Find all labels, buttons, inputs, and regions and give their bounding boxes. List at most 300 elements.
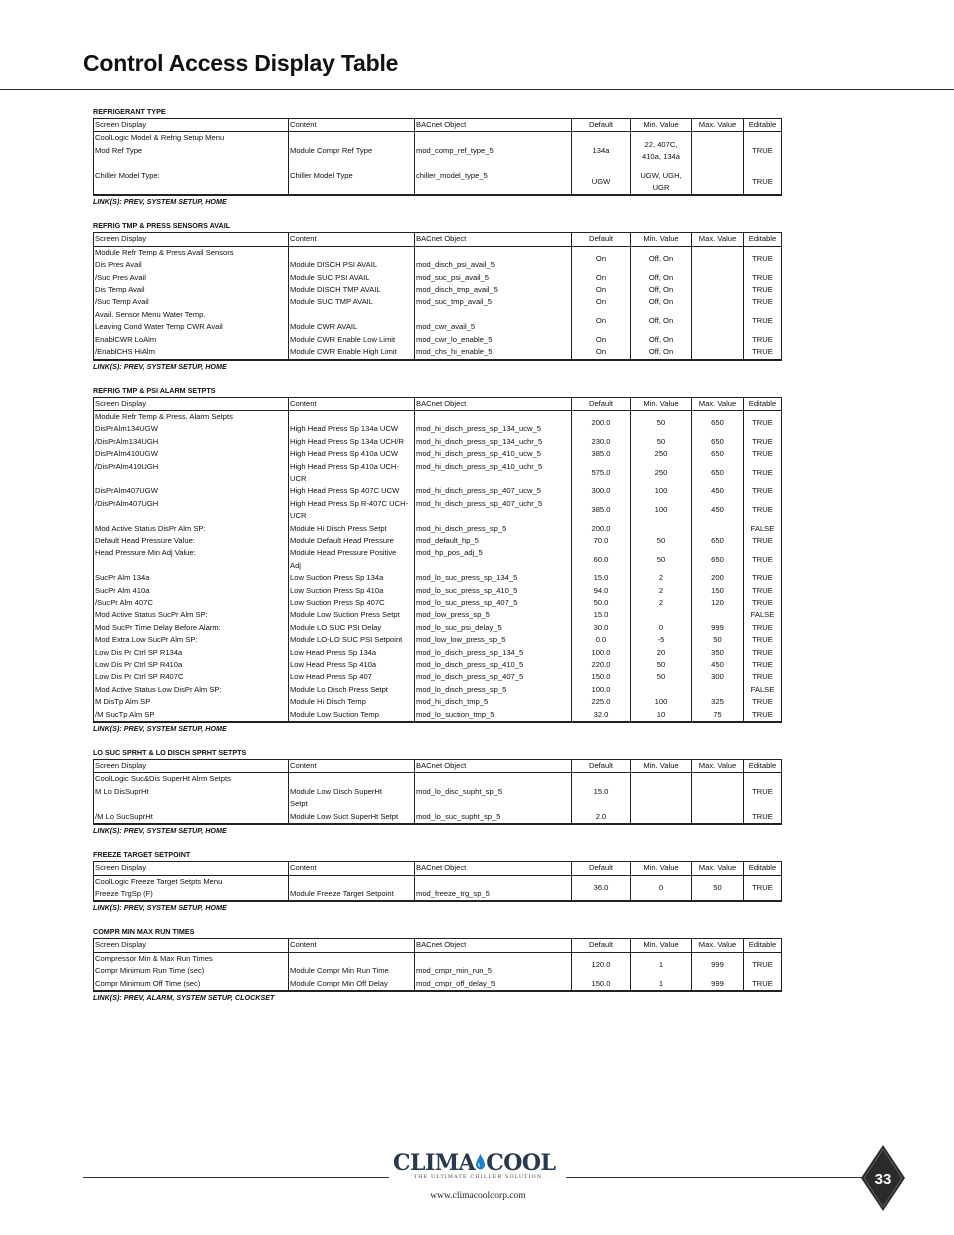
column-header: Default [572, 862, 631, 875]
website-url: www.climacoolcorp.com [430, 1191, 526, 1201]
table-header-row [94, 862, 782, 875]
table-cell: 22, 407C, 410a, 134a [631, 132, 692, 170]
table-row [94, 952, 782, 977]
parameter-table [93, 232, 782, 360]
table-cell: /Suc Pres Avail [94, 272, 289, 284]
column-header: Screen Display [94, 397, 289, 410]
table-cell [692, 523, 744, 535]
table-cell: TRUE [744, 634, 782, 646]
table-cell: Module DISCH TMP AVAIL [289, 284, 415, 296]
table-section [93, 106, 777, 207]
table-cell: 250 [631, 448, 692, 460]
table-cell: 385.0 [572, 498, 631, 523]
climacool-logo [393, 1150, 563, 1190]
table-cell: 100 [631, 498, 692, 523]
table-cell: 150.0 [572, 978, 631, 991]
table-cell [631, 609, 692, 621]
table-cell: On [572, 246, 631, 271]
column-header: Min. Value [631, 939, 692, 952]
column-header: Content [289, 397, 415, 410]
table-cell: mod_hi_disch_press_sp_410_ucw_5 [415, 448, 572, 460]
table-header-row [94, 233, 782, 246]
table-cell: 575.0 [572, 461, 631, 486]
table-cell: mod_cmpr_min_run_5 [415, 952, 572, 977]
table-row [94, 448, 782, 460]
column-header: Screen Display [94, 119, 289, 132]
table-cell: /M SucTp Alm SP [94, 709, 289, 722]
column-header: Screen Display [94, 760, 289, 773]
logo-tagline: THE ULTIMATE CHILLER SOLUTION [413, 1174, 543, 1180]
table-cell: 50 [692, 634, 744, 646]
table-cell: Default Head Pressure Value: [94, 535, 289, 547]
table-cell: Module Compr Min Off Delay [289, 978, 415, 991]
table-cell: 50 [631, 436, 692, 448]
table-row [94, 597, 782, 609]
column-header: Max. Value [692, 760, 744, 773]
table-cell: 150 [692, 585, 744, 597]
table-cell [692, 684, 744, 696]
table-cell: TRUE [744, 334, 782, 346]
table-cell: TRUE [744, 309, 782, 334]
table-cell [692, 773, 744, 811]
table-cell: mod_cwr_lo_enable_5 [415, 334, 572, 346]
table-cell: Chiller Model Type: [94, 170, 289, 196]
section-title: COMPR MIN MAX RUN TIMES [93, 927, 195, 937]
column-header: BACnet Object [415, 119, 572, 132]
footer-divider-right [566, 1177, 868, 1178]
table-cell: TRUE [744, 585, 782, 597]
table-cell: TRUE [744, 811, 782, 824]
table-cell: 50.0 [572, 597, 631, 609]
table-cell [631, 684, 692, 696]
table-row [94, 709, 782, 722]
table-row [94, 284, 782, 296]
table-cell [692, 346, 744, 359]
table-cell: 50 [692, 875, 744, 901]
table-cell: mod_freeze_trg_sp_5 [415, 875, 572, 901]
table-cell: TRUE [744, 284, 782, 296]
column-header: Editable [744, 397, 782, 410]
table-cell: mod_hi_disch_press_sp_407_ucw_5 [415, 485, 572, 497]
table-row [94, 875, 782, 901]
column-header: Content [289, 939, 415, 952]
table-cell: CoolLogic Suc&Dis SuperHt Alrm Setpts M Lo DisSuprHt [94, 773, 289, 811]
table-row [94, 410, 782, 435]
table-cell: Off, On [631, 346, 692, 359]
table-cell: 2 [631, 585, 692, 597]
table-cell: FALSE [744, 523, 782, 535]
table-section [93, 220, 777, 371]
table-cell: Mod Extra Low SucPr Alm SP: [94, 634, 289, 646]
table-cell: M DisTp Alm SP [94, 696, 289, 708]
table-cell: 70.0 [572, 535, 631, 547]
table-cell: TRUE [744, 461, 782, 486]
table-cell: /SucPr Alm 407C [94, 597, 289, 609]
table-row [94, 498, 782, 523]
table-row [94, 535, 782, 547]
table-row [94, 132, 782, 170]
table-cell: 650 [692, 436, 744, 448]
table-section [93, 747, 777, 836]
table-cell: 120.0 [572, 952, 631, 977]
column-header: Default [572, 233, 631, 246]
column-header: Min. Value [631, 233, 692, 246]
table-cell: mod_hi_disch_press_sp_134_ucw_5 [415, 410, 572, 435]
table-row [94, 461, 782, 486]
table-row [94, 547, 782, 572]
table-cell: mod_hi_disch_press_sp_410_uchr_5 [415, 461, 572, 486]
table-cell: 250 [631, 461, 692, 486]
diamond-badge-icon [860, 1144, 906, 1212]
table-cell: mod_suc_tmp_avail_5 [415, 296, 572, 308]
table-cell: High Head Press Sp 134a UCH/R [289, 436, 415, 448]
table-cell: 200.0 [572, 523, 631, 535]
table-cell: TRUE [744, 246, 782, 271]
logo-text-right: COOL [486, 1150, 556, 1176]
table-row [94, 272, 782, 284]
section-links: LINK(S): PREV, SYSTEM SETUP, HOME [93, 197, 227, 207]
table-cell: 15.0 [572, 572, 631, 584]
table-cell: /EnablCHS HiAlm [94, 346, 289, 359]
column-header: Default [572, 397, 631, 410]
table-cell: Module DISCH PSI AVAIL [289, 246, 415, 271]
table-cell: DisPrAlm407UGW [94, 485, 289, 497]
table-cell [692, 246, 744, 271]
column-header: Max. Value [692, 939, 744, 952]
table-cell: 200.0 [572, 410, 631, 435]
table-cell: TRUE [744, 647, 782, 659]
table-header-row [94, 119, 782, 132]
table-cell: 100 [631, 485, 692, 497]
table-row [94, 622, 782, 634]
table-cell: Off, On [631, 334, 692, 346]
column-header: Default [572, 939, 631, 952]
table-cell: 650 [692, 461, 744, 486]
column-header: Max. Value [692, 233, 744, 246]
table-cell: TRUE [744, 448, 782, 460]
table-cell: mod_suc_psi_avail_5 [415, 272, 572, 284]
table-cell: 200 [692, 572, 744, 584]
table-row [94, 523, 782, 535]
table-cell: 50 [631, 410, 692, 435]
table-cell: Module Refr Temp & Press. Alarm Setpts DisPrAlm134UGW [94, 410, 289, 435]
table-cell: 325 [692, 696, 744, 708]
column-header: Max. Value [692, 119, 744, 132]
column-header: Min. Value [631, 397, 692, 410]
table-cell: Module Hi Disch Temp [289, 696, 415, 708]
table-cell: Module LO-LO SUC PSI Setpoint [289, 634, 415, 646]
column-header: Content [289, 233, 415, 246]
table-cell: Off, On [631, 246, 692, 271]
table-cell: On [572, 284, 631, 296]
table-cell: 100.0 [572, 647, 631, 659]
table-cell: Low Head Press Sp 410a [289, 659, 415, 671]
sections-container [93, 106, 777, 1016]
logo-wordmark [393, 1150, 563, 1176]
table-cell: High Head Press Sp 407C UCW [289, 485, 415, 497]
table-cell: 0 [631, 622, 692, 634]
column-header: Content [289, 760, 415, 773]
table-cell: Compr Minimum Off Time (sec) [94, 978, 289, 991]
table-cell: Module Compr Ref Type [289, 132, 415, 170]
table-cell [631, 811, 692, 824]
table-cell: SucPr Alm 134a [94, 572, 289, 584]
table-cell: Module CWR Enable High Limit [289, 346, 415, 359]
table-cell: 650 [692, 535, 744, 547]
table-cell [692, 170, 744, 196]
table-cell: High Head Press Sp 410a UCW [289, 448, 415, 460]
table-cell: /DisPrAlm410UGH [94, 461, 289, 486]
table-cell: Low Dis Pr Ctrl SP R410a [94, 659, 289, 671]
table-cell: Module CWR Enable Low Limit [289, 334, 415, 346]
section-links: LINK(S): PREV, SYSTEM SETUP, HOME [93, 361, 227, 371]
table-cell [692, 284, 744, 296]
table-row [94, 334, 782, 346]
table-cell: 450 [692, 659, 744, 671]
table-cell: 75 [692, 709, 744, 722]
table-cell: Off, On [631, 272, 692, 284]
page-title: Control Access Display Table [83, 50, 399, 76]
table-cell: Mod Active Status DisPr Alm SP: [94, 523, 289, 535]
table-row [94, 696, 782, 708]
table-cell: On [572, 334, 631, 346]
table-cell: TRUE [744, 132, 782, 170]
table-cell: Module Low Suction Press Setpt [289, 609, 415, 621]
table-cell: Module Hi Disch Press Setpt [289, 523, 415, 535]
column-header: BACnet Object [415, 397, 572, 410]
section-title: REFRIGERANT TYPE [93, 107, 166, 116]
table-cell: mod_lo_suc_supht_sp_5 [415, 811, 572, 824]
table-cell: Module LO SUC PSI Delay [289, 622, 415, 634]
table-cell: mod_comp_ref_type_5 [415, 132, 572, 170]
table-cell: /DisPrAlm407UGH [94, 498, 289, 523]
table-cell: 999 [692, 622, 744, 634]
table-cell: 30.0 [572, 622, 631, 634]
table-cell [692, 609, 744, 621]
table-cell: FALSE [744, 609, 782, 621]
footer-divider-left [83, 1177, 389, 1178]
table-cell: TRUE [744, 978, 782, 991]
table-cell: TRUE [744, 709, 782, 722]
table-cell: EnablCWR LoAlm [94, 334, 289, 346]
table-header-row [94, 939, 782, 952]
table-cell: mod_disch_psi_avail_5 [415, 246, 572, 271]
table-cell: 350 [692, 647, 744, 659]
table-cell [631, 773, 692, 811]
table-cell: 10 [631, 709, 692, 722]
table-cell: 225.0 [572, 696, 631, 708]
table-cell: TRUE [744, 671, 782, 683]
table-cell: mod_chs_hi_enable_5 [415, 346, 572, 359]
column-header: Editable [744, 760, 782, 773]
table-cell: TRUE [744, 875, 782, 901]
table-cell: mod_disch_tmp_avail_5 [415, 284, 572, 296]
table-cell: Compressor Min & Max Run Times Compr Minimum Run Time (sec) [94, 952, 289, 977]
logo-text-left: CLIMA [393, 1150, 476, 1176]
table-cell: TRUE [744, 572, 782, 584]
table-cell: 450 [692, 485, 744, 497]
table-row [94, 309, 782, 334]
table-cell: Module SUC TMP AVAIL [289, 296, 415, 308]
table-cell: Off, On [631, 284, 692, 296]
table-cell: Low Head Press Sp 134a [289, 647, 415, 659]
table-cell: Low Dis Pr Ctrl SP R407C [94, 671, 289, 683]
table-cell: TRUE [744, 436, 782, 448]
table-cell: 450 [692, 498, 744, 523]
column-header: Editable [744, 119, 782, 132]
table-row [94, 170, 782, 196]
table-cell: 650 [692, 547, 744, 572]
table-cell: chiller_model_type_5 [415, 170, 572, 196]
column-header: Editable [744, 939, 782, 952]
table-cell: 999 [692, 978, 744, 991]
table-cell: mod_lo_disch_press_sp_134_5 [415, 647, 572, 659]
table-cell: 2.0 [572, 811, 631, 824]
table-cell: 0.0 [572, 634, 631, 646]
column-header: Default [572, 119, 631, 132]
table-cell: 1 [631, 952, 692, 977]
table-cell: Module Default Head Pressure [289, 535, 415, 547]
page-number: 33 [874, 1171, 892, 1188]
table-cell: 100 [631, 696, 692, 708]
table-cell: mod_lo_suc_press_sp_407_5 [415, 597, 572, 609]
table-cell: On [572, 346, 631, 359]
section-links: LINK(S): PREV, SYSTEM SETUP, HOME [93, 826, 227, 836]
table-cell: UGW [572, 170, 631, 196]
table-cell: 50 [631, 535, 692, 547]
table-cell: 20 [631, 647, 692, 659]
table-cell: TRUE [744, 659, 782, 671]
table-cell: 150.0 [572, 671, 631, 683]
table-cell: Module Low Disch SuperHt Setpt [289, 773, 415, 811]
table-cell: mod_hi_disch_press_sp_407_uchr_5 [415, 498, 572, 523]
table-cell: 134a [572, 132, 631, 170]
table-row [94, 346, 782, 359]
table-cell: mod_default_hp_5 [415, 535, 572, 547]
parameter-table [93, 118, 782, 196]
table-section [93, 926, 777, 1003]
column-header: Max. Value [692, 397, 744, 410]
table-row [94, 609, 782, 621]
table-cell: DisPrAlm410UGW [94, 448, 289, 460]
table-cell: Chiller Model Type [289, 170, 415, 196]
table-row [94, 436, 782, 448]
column-header: Screen Display [94, 862, 289, 875]
table-cell: 15.0 [572, 773, 631, 811]
table-row [94, 296, 782, 308]
table-cell: TRUE [744, 547, 782, 572]
table-row [94, 572, 782, 584]
table-cell: 300.0 [572, 485, 631, 497]
table-cell: mod_lo_disch_press_sp_410_5 [415, 659, 572, 671]
table-cell: Low Head Press Sp 407 [289, 671, 415, 683]
table-cell: mod_lo_disch_press_sp_407_5 [415, 671, 572, 683]
column-header: BACnet Object [415, 760, 572, 773]
table-cell: 650 [692, 410, 744, 435]
table-cell: TRUE [744, 170, 782, 196]
table-cell: 100.0 [572, 684, 631, 696]
column-header: Min. Value [631, 862, 692, 875]
table-cell: Off, On [631, 296, 692, 308]
table-row [94, 659, 782, 671]
table-cell: 220.0 [572, 659, 631, 671]
table-cell: mod_hp_pos_adj_5 [415, 547, 572, 572]
table-cell: Low Suction Press Sp 134a [289, 572, 415, 584]
table-cell: /Suc Temp Avail [94, 296, 289, 308]
table-cell: Module Freeze Target Setpoint [289, 875, 415, 901]
table-cell: High Head Press Sp 410a UCH- UCR [289, 461, 415, 486]
table-cell: 36.0 [572, 875, 631, 901]
page-number-badge [860, 1144, 906, 1212]
table-cell: TRUE [744, 346, 782, 359]
table-cell: 60.0 [572, 547, 631, 572]
table-cell [692, 309, 744, 334]
table-cell: Module SUC PSI AVAIL [289, 272, 415, 284]
column-header: Editable [744, 233, 782, 246]
table-cell: 32.0 [572, 709, 631, 722]
column-header: Content [289, 862, 415, 875]
table-cell: TRUE [744, 622, 782, 634]
column-header: Content [289, 119, 415, 132]
table-cell: /DisPrAlm134UGH [94, 436, 289, 448]
table-cell: TRUE [744, 773, 782, 811]
table-cell: FALSE [744, 684, 782, 696]
column-header: BACnet Object [415, 862, 572, 875]
column-header: Default [572, 760, 631, 773]
table-cell: Module Lo Disch Press Setpt [289, 684, 415, 696]
table-cell: 50 [631, 547, 692, 572]
table-cell: On [572, 296, 631, 308]
table-cell: /M Lo SucSuprHt [94, 811, 289, 824]
table-header-row [94, 760, 782, 773]
table-cell: On [572, 309, 631, 334]
table-cell: mod_lo_suc_press_sp_410_5 [415, 585, 572, 597]
table-cell: mod_lo_disch_press_sp_5 [415, 684, 572, 696]
table-cell: mod_cmpr_off_delay_5 [415, 978, 572, 991]
table-cell: TRUE [744, 410, 782, 435]
parameter-table [93, 759, 782, 825]
section-links: LINK(S): PREV, SYSTEM SETUP, HOME [93, 724, 227, 734]
column-header: Min. Value [631, 760, 692, 773]
table-row [94, 246, 782, 271]
table-cell: Module Head Pressure Positive Adj [289, 547, 415, 572]
column-header: BACnet Object [415, 233, 572, 246]
table-cell: CoolLogic Model & Refrig Setup Menu Mod Ref Type [94, 132, 289, 170]
table-cell: mod_hi_disch_press_sp_134_uchr_5 [415, 436, 572, 448]
table-cell: Module Low Suct SuperHt Setpt [289, 811, 415, 824]
table-cell: mod_lo_suc_psi_delay_5 [415, 622, 572, 634]
table-cell: 50 [631, 659, 692, 671]
section-title: REFRIG TMP & PRESS SENSORS AVAIL [93, 221, 231, 231]
column-header: BACnet Object [415, 939, 572, 952]
table-row [94, 585, 782, 597]
table-cell: TRUE [744, 597, 782, 609]
table-row [94, 634, 782, 646]
table-cell: 15.0 [572, 609, 631, 621]
table-cell: Low Dis Pr Ctrl SP R134a [94, 647, 289, 659]
table-section [93, 849, 777, 913]
table-cell: mod_lo_suction_tmp_5 [415, 709, 572, 722]
table-cell: mod_hi_disch_press_sp_5 [415, 523, 572, 535]
section-links: LINK(S): PREV, ALARM, SYSTEM SETUP, CLOCKSET [93, 992, 275, 1002]
table-cell [692, 272, 744, 284]
table-cell: mod_low_press_sp_5 [415, 609, 572, 621]
table-cell [631, 523, 692, 535]
table-row [94, 773, 782, 811]
table-cell: Mod SucPr Time Delay Before Alarm: [94, 622, 289, 634]
table-cell: Module Compr Min Run Time [289, 952, 415, 977]
table-cell: 650 [692, 448, 744, 460]
